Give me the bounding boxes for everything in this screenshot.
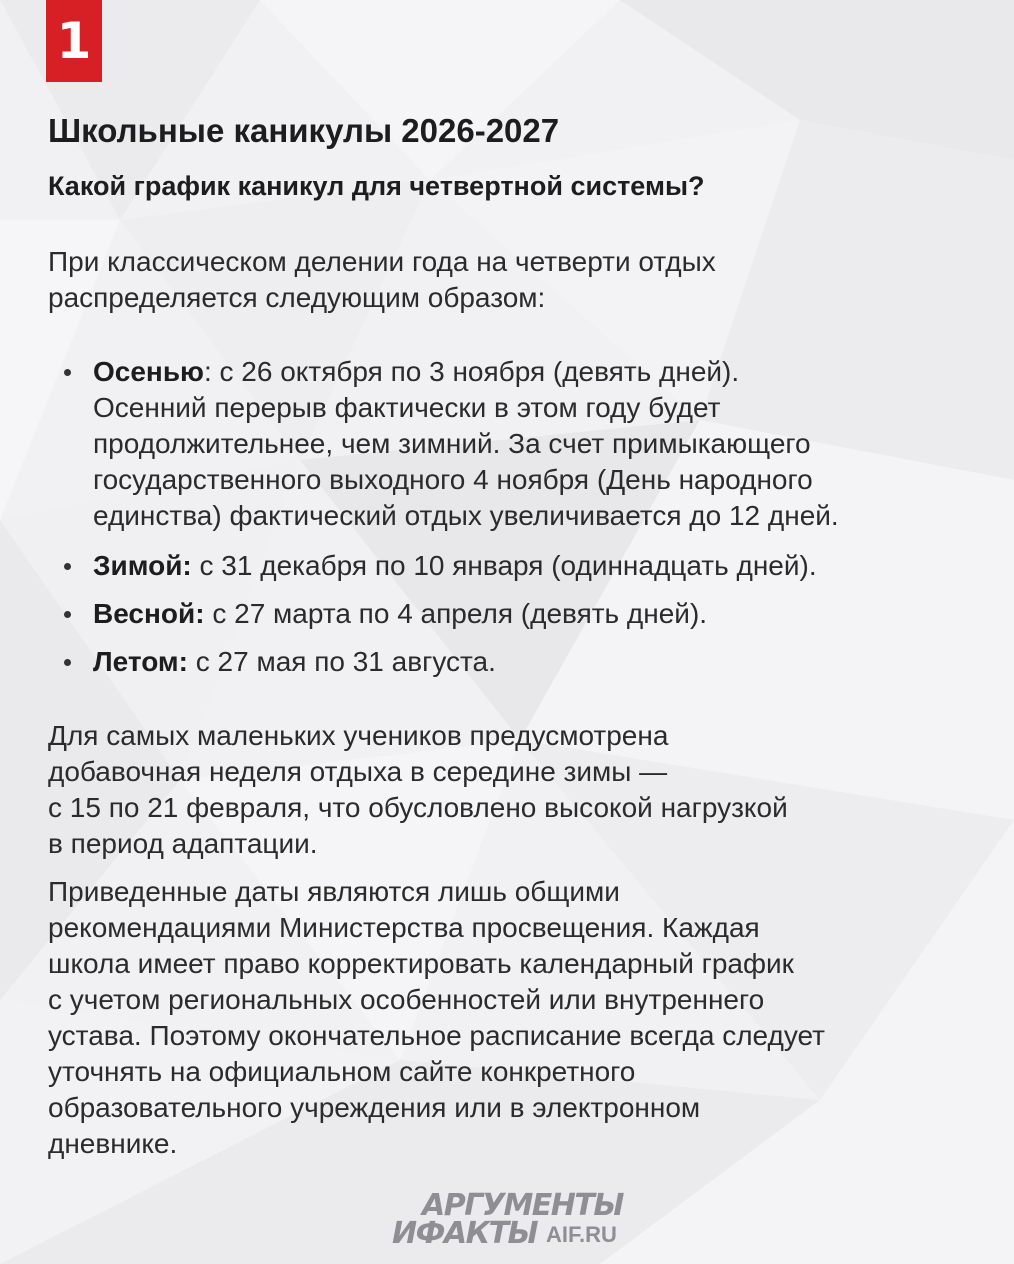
text-line: устава. Поэтому окончательное расписание всегда следует xyxy=(48,1020,825,1051)
season-label: Осенью xyxy=(93,356,204,387)
bullet-icon xyxy=(64,563,71,570)
text-line: добавочная неделя отдыха в середине зимы — xyxy=(48,756,668,787)
text-line: распределяется следующим образом: xyxy=(48,282,546,313)
season-dates: с 27 мая по 31 августа. xyxy=(187,646,496,677)
section-subtitle: Какой график каникул для четвертной системы? xyxy=(48,171,705,201)
text-line: единства) фактический отдых увеличивается до 12 дней. xyxy=(93,500,839,531)
season-dates: с 27 марта по 4 апреля (девять дней). xyxy=(204,598,708,629)
text-line: уточнять на официальном сайте конкретного xyxy=(48,1056,636,1087)
text-line: с 15 по 21 февраля, что обусловлено высокой нагрузкой xyxy=(48,792,788,823)
logo-site: AIF.RU xyxy=(546,1222,617,1247)
intro-paragraph xyxy=(48,244,988,316)
bullet-icon xyxy=(64,369,71,376)
logo-text-line2: ИФАКТЫ xyxy=(392,1216,538,1251)
extra-week-paragraph xyxy=(48,718,988,862)
text-line: государственного выходного 4 ноября (День народного xyxy=(93,464,813,495)
disclaimer-paragraph xyxy=(48,874,988,1162)
list-item-text xyxy=(93,644,993,680)
season-label: Летом: xyxy=(93,646,188,677)
text-line: Приведенные даты являются лишь общими xyxy=(48,876,620,907)
list-item-text xyxy=(93,548,993,584)
text-line: образовательного учреждения или в электронном xyxy=(48,1092,701,1123)
aif-logo xyxy=(392,1188,652,1250)
text-line: продолжительнее, чем зимний. За счет примыкающего xyxy=(93,428,811,459)
text-line: рекомендациями Министерства просвещения. Каждая xyxy=(48,912,760,943)
text-line: в период адаптации. xyxy=(48,828,318,859)
bullet-icon xyxy=(64,611,71,618)
text-line: Осенний перерыв фактически в этом году будет xyxy=(93,392,721,423)
logo-text-line1: АРГУМЕНТЫ xyxy=(422,1188,623,1223)
page-title: Школьные каникулы 2026-2027 xyxy=(48,112,560,149)
page-number-badge: 1 xyxy=(46,0,102,82)
text-line: школа имеет право корректировать календарный график xyxy=(48,948,794,979)
text-line: дневнике. xyxy=(48,1128,178,1159)
text-line: Для самых маленьких учеников предусмотрена xyxy=(48,720,669,751)
list-item-text xyxy=(93,354,993,534)
season-dates: : с 26 октября по 3 ноября (девять дней). xyxy=(203,356,740,387)
bullet-icon xyxy=(64,659,71,666)
season-dates: с 31 декабря по 10 января (одиннадцать дней). xyxy=(191,550,817,581)
season-label: Весной: xyxy=(93,598,205,629)
season-label: Зимой: xyxy=(93,550,192,581)
list-item-text xyxy=(93,596,993,632)
text-line: с учетом региональных особенностей или внутреннего xyxy=(48,984,765,1015)
text-line: При классическом делении года на четверти отдых xyxy=(48,246,716,277)
